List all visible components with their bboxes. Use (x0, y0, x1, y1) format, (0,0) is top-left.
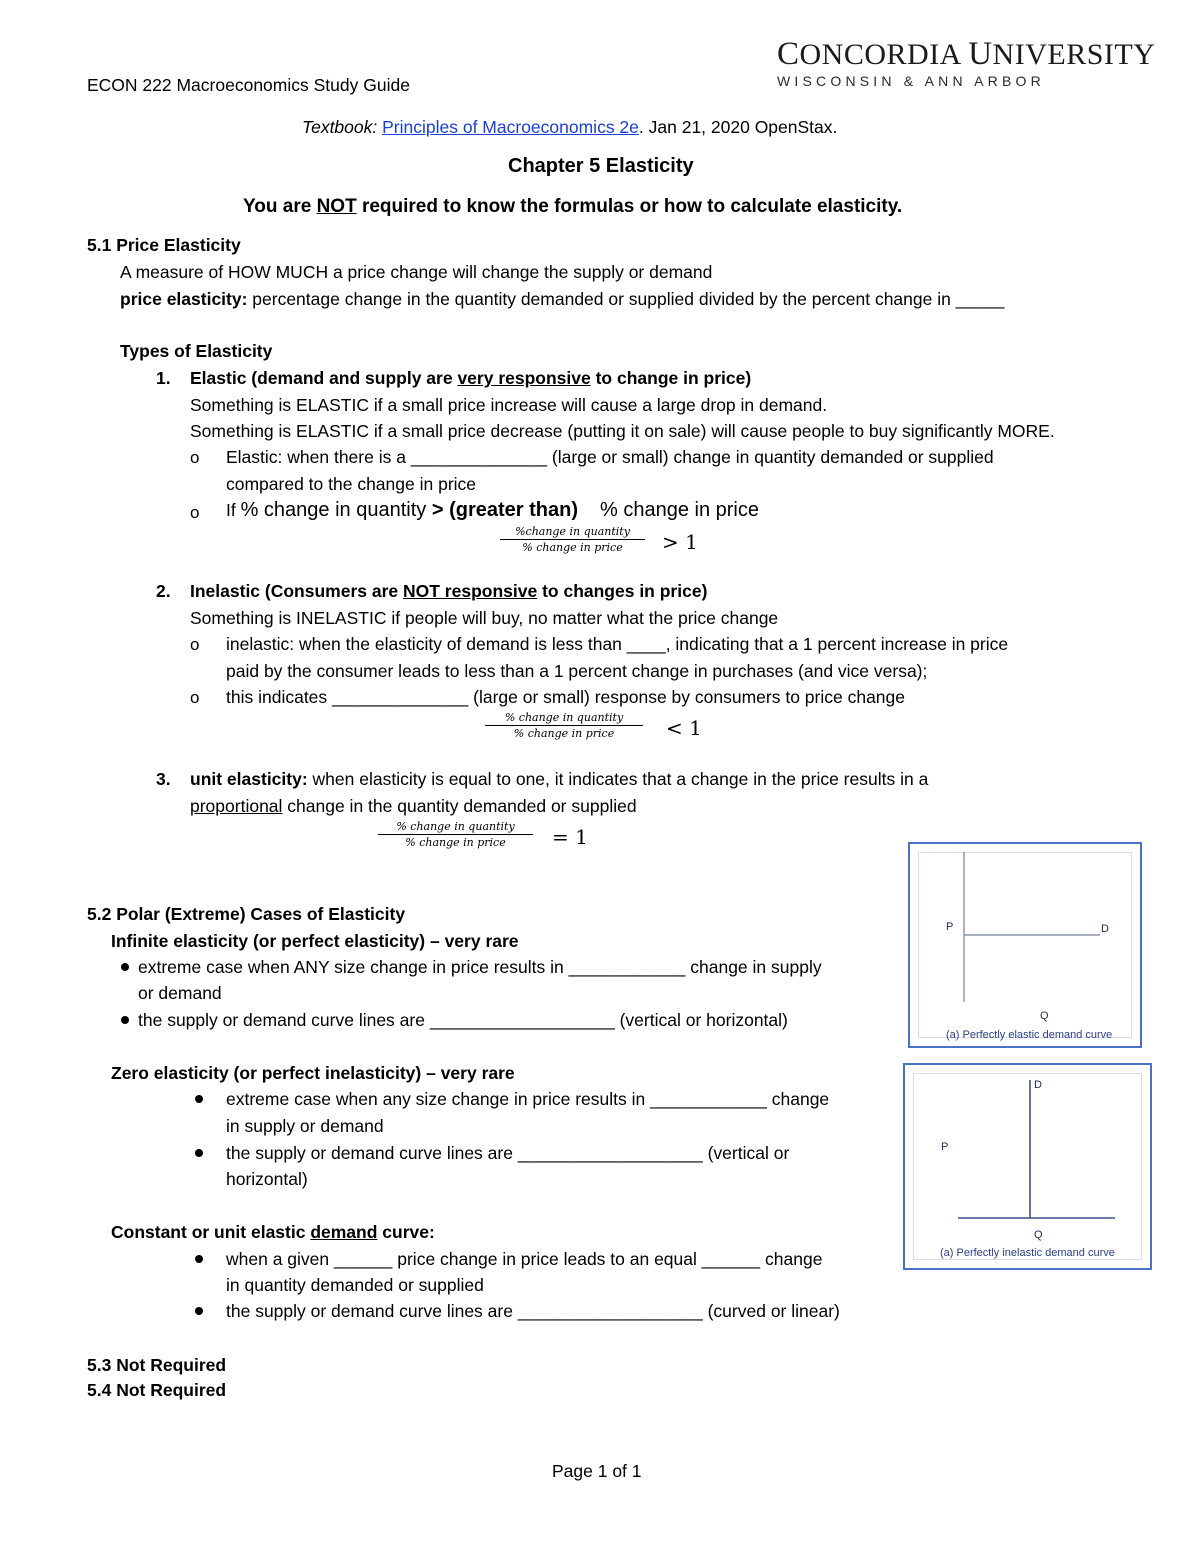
zero-bullet1: extreme case when any size change in price results in ____________ change (226, 1089, 830, 1109)
inelastic-p-label: P (941, 1141, 949, 1153)
page-footer: Page 1 of 1 (552, 1461, 642, 1481)
bullet-dot-icon (195, 1149, 203, 1157)
item2-bullet1: inelastic: when the elasticity of demand is less than ____, indicating that a 1 percent increase in price (226, 634, 1009, 654)
item3-line2: proportional change in the quantity demanded or supplied (190, 796, 637, 816)
infinite-bullet1: extreme case when ANY size change in price results in ____________ change in supply (138, 957, 822, 977)
item2-title: Inelastic (Consumers are NOT responsive to changes in price) (190, 581, 708, 601)
elastic-p-label: P (946, 921, 954, 933)
item2-bullet2: this indicates ______________ (large or small) response by consumers to price change (226, 687, 906, 707)
item1-bullet1: Elastic: when there is a ______________ (large or small) change in quantity demanded or supplied (226, 447, 994, 467)
zero-bullet1-cont: in supply or demand (226, 1116, 384, 1136)
item3-fraction (378, 820, 533, 849)
fraction-denominator: % change in price (513, 727, 615, 740)
inelastic-q-label: Q (1034, 1229, 1043, 1241)
section-5-3: 5.3 Not Required (87, 1355, 227, 1375)
item1-relation: > 1 (662, 530, 698, 554)
elastic-d-label: D (1101, 923, 1109, 935)
course-title: ECON 222 Macroeconomics Study Guide (87, 75, 410, 95)
s51-definition: price elasticity: percentage change in the quantity demanded or supplied divided by the percent change in _____ (120, 289, 1005, 309)
section-5-1-heading: 5.1 Price Elasticity (87, 235, 241, 255)
textbook-label: Textbook: (302, 117, 378, 137)
bullet-dot-icon (121, 963, 129, 971)
university-logo-subtitle: WISCONSIN & ANN ARBOR (777, 73, 1045, 89)
item3-relation: = 1 (552, 825, 588, 849)
unit-heading: Constant or unit elastic demand curve: (111, 1222, 435, 1242)
textbook-rest: . Jan 21, 2020 OpenStax. (638, 117, 838, 137)
chapter-title: Chapter 5 Elasticity (508, 155, 694, 177)
item2-bullet1-cont: paid by the consumer leads to less than a 1 percent change in purchases (and vice versa); (226, 661, 928, 681)
unit-bullet1: when a given ______ price change in price leads to an equal ______ change (226, 1249, 823, 1269)
item1-title: Elastic (demand and supply are very responsive to change in price) (190, 368, 752, 388)
section-5-2-heading: 5.2 Polar (Extreme) Cases of Elasticity (87, 904, 406, 924)
item2-relation: < 1 (666, 716, 702, 740)
infinite-bullet1-cont: or demand (138, 983, 222, 1003)
item2-line1: Something is INELASTIC if people will buy, no matter what the price change (190, 608, 779, 628)
item1-line2: Something is ELASTIC if a small price decrease (putting it on sale) will cause people to buy significantly MORE. (190, 421, 1055, 441)
fraction-denominator: % change in price (522, 541, 623, 554)
item2-number: 2. (156, 581, 171, 601)
fraction-numerator: % change in quantity (485, 711, 643, 726)
zero-bullet2-cont: horizontal) (226, 1169, 308, 1189)
s51-line1: A measure of HOW MUCH a price change will change the supply or demand (120, 262, 713, 282)
item3-number: 3. (156, 769, 171, 789)
bullet-dot-icon (121, 1016, 129, 1024)
bullet-dot-icon (195, 1255, 203, 1263)
elastic-caption: (a) Perfectly elastic demand curve (946, 1029, 1113, 1041)
item1-number: 1. (156, 368, 171, 388)
item2-fraction (485, 711, 643, 740)
inelastic-d-label: D (1034, 1079, 1042, 1091)
unit-bullet1-cont: in quantity demanded or supplied (226, 1275, 484, 1295)
fraction-numerator: %change in quantity (500, 525, 645, 540)
bullet-o-icon: o (190, 448, 200, 467)
item3-line1: unit elasticity: when elasticity is equal to one, it indicates that a change in the price results in a (190, 769, 929, 789)
bullet-dot-icon (195, 1307, 203, 1315)
item1-bullet1-cont: compared to the change in price (226, 474, 477, 494)
inelastic-caption: (a) Perfectly inelastic demand curve (940, 1247, 1115, 1259)
bullet-dot-icon (195, 1095, 203, 1103)
bullet-o-icon: o (190, 503, 200, 522)
inelastic-demand-graph (903, 1063, 1152, 1270)
elastic-q-label: Q (1040, 1010, 1049, 1022)
textbook-line (302, 117, 837, 138)
university-logo: CONCORDIA UNIVERSITY (777, 36, 1156, 72)
zero-heading: Zero elasticity (or perfect inelasticity) – very rare (111, 1063, 515, 1083)
fraction-numerator: % change in quantity (378, 820, 533, 835)
types-heading: Types of Elasticity (120, 341, 273, 361)
notice: You are NOT required to know the formulas or how to calculate elasticity. (243, 196, 903, 217)
inelastic-graph-svg (905, 1065, 1149, 1267)
elastic-demand-graph (908, 842, 1142, 1048)
bullet-o-icon: o (190, 688, 200, 707)
item1-bullet2: If % change in quantity > (greater than) % change in price (226, 499, 759, 521)
infinite-bullet2: the supply or demand curve lines are ___________________ (vertical or horizontal) (138, 1010, 788, 1030)
bullet-o-icon: o (190, 635, 200, 654)
zero-bullet2: the supply or demand curve lines are ___________________ (vertical or (226, 1143, 790, 1163)
elastic-graph-svg (910, 844, 1139, 1045)
fraction-denominator: % change in price (405, 836, 506, 849)
unit-bullet2: the supply or demand curve lines are ___________________ (curved or linear) (226, 1301, 840, 1321)
section-5-4: 5.4 Not Required (87, 1380, 227, 1400)
textbook-link[interactable]: Principles of Macroeconomics 2e (382, 117, 639, 137)
item1-fraction (500, 525, 645, 554)
infinite-heading: Infinite elasticity (or perfect elasticity) – very rare (111, 931, 519, 951)
item1-line1: Something is ELASTIC if a small price increase will cause a large drop in demand. (190, 395, 828, 415)
